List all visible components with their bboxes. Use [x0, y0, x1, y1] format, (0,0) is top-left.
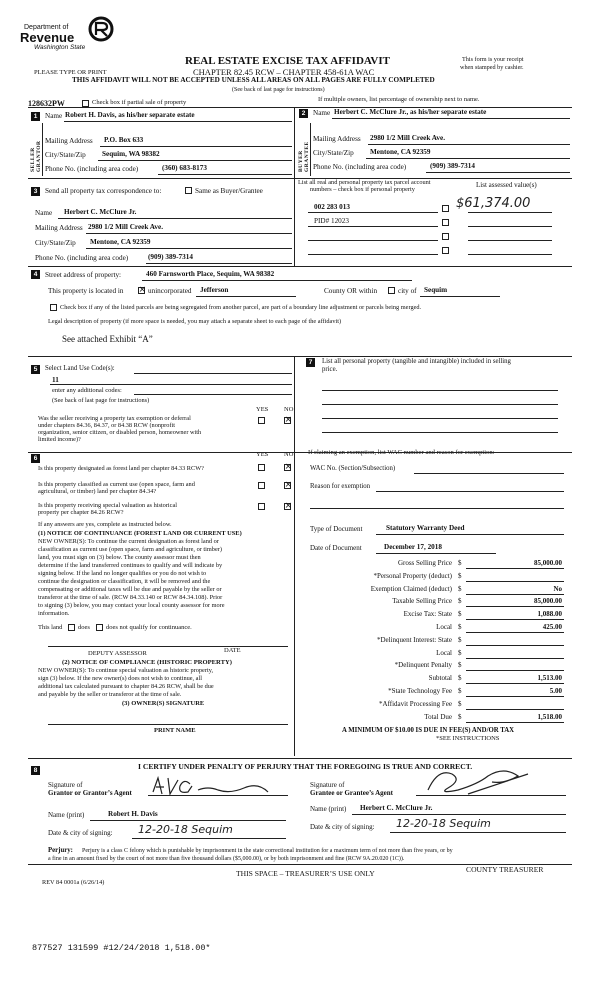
- calc-underline: [466, 722, 564, 723]
- seller-name-label: Name: [45, 112, 63, 120]
- receipt-note-2: when stamped by cashier.: [460, 64, 524, 71]
- calc-underline: [466, 619, 564, 620]
- notice1-line2: classification as current use (open space, farm and agriculture, or timber): [38, 546, 222, 553]
- buyer-name[interactable]: Herbert C. McClure Jr., as his/her separate estate: [334, 108, 487, 116]
- buyer-name-label: Name: [313, 109, 331, 117]
- deputy-date-label: DATE: [224, 647, 241, 654]
- buyer-city[interactable]: Mentone, CA 92359: [370, 148, 431, 156]
- parcels-heading: List all real and personal property tax parcel account: [298, 179, 431, 186]
- calc-value[interactable]: 1,518.00: [537, 712, 562, 721]
- does-label: does: [78, 624, 90, 631]
- form-chapter: CHAPTER 82.45 RCW – CHAPTER 458-61A WAC: [193, 67, 375, 77]
- minimum-note: A MINIMUM OF $10.00 IS DUE IN FEE(S) AND/OR TAX: [342, 727, 515, 734]
- calc-dollar-sign: $: [458, 623, 462, 631]
- buyer-phone-label: Phone No. (including area code): [313, 163, 407, 171]
- calc-label: Total Due: [424, 712, 452, 721]
- parcel-account-1[interactable]: 002 283 013: [314, 203, 350, 211]
- calc-dollar-sign: $: [458, 559, 462, 567]
- logo-state: Washington State: [34, 44, 86, 51]
- buyer-phone[interactable]: (909) 389-7314: [430, 162, 475, 170]
- correspondence-heading: Send all property tax correspondence to:: [45, 187, 162, 195]
- seller-city-label: City/State/Zip: [45, 151, 86, 159]
- tax-calculation: [296, 558, 572, 742]
- calc-dollar-sign: $: [458, 610, 462, 619]
- forest-no-checkbox[interactable]: [284, 464, 291, 471]
- seller-phone-label: Phone No. (including area code): [45, 165, 139, 173]
- receipt-note: This form is your receipt: [462, 56, 524, 63]
- exemption-claim-label: If claiming an exemption, list WAC number and reason for exemption:: [308, 449, 495, 456]
- notice2-line4: and payable by the seller or transferor at the time of sale.: [38, 691, 182, 698]
- segregated-checkbox[interactable]: [50, 304, 57, 311]
- grantee-sig-label-2: Grantee or Grantee’s Agent: [310, 789, 394, 797]
- notice1-line9: to signing (3) below, you may contact your local county assessor for more: [38, 602, 225, 609]
- exemption-question-2: under chapters 84.36, 84.37, or 84.38 RCW (nonprofit: [38, 422, 175, 429]
- exemption-question: Was the seller receiving a property tax exemption or deferral: [38, 415, 191, 422]
- corr-name[interactable]: Herbert C. McClure Jr.: [64, 208, 137, 216]
- forest-section: [28, 452, 294, 744]
- logo-emblem-icon: [88, 16, 114, 42]
- land-use-label: Select Land Use Code(s):: [45, 365, 115, 372]
- calc-underline: [466, 606, 564, 607]
- seller-mailing-label: Mailing Address: [45, 137, 93, 145]
- yes-header-6: YES: [256, 451, 269, 458]
- calc-label: Gross Selling Price: [397, 559, 452, 567]
- perjury-label: Perjury:: [48, 847, 73, 854]
- doc-date[interactable]: December 17, 2018: [384, 543, 442, 551]
- print-name-label: PRINT NAME: [154, 727, 196, 734]
- parcels-heading-2: numbers – check box if personal property: [310, 186, 415, 193]
- calc-dollar-sign: $: [458, 571, 462, 580]
- calc-dollar-sign: $: [458, 635, 462, 644]
- doc-type-label: Type of Document: [310, 525, 363, 533]
- section-number-3: 3: [31, 187, 40, 196]
- calc-label: *Delinquent Interest: State: [376, 635, 452, 644]
- calc-underline: [466, 645, 564, 646]
- calc-underline: [466, 696, 564, 697]
- current-use-no-checkbox[interactable]: [284, 482, 291, 489]
- notice2-line2: sign (3) below. If the new owner(s) does not wish to continue, all: [38, 675, 202, 682]
- calc-underline: [466, 683, 564, 684]
- calc-label: *Delinquent Penalty: [394, 661, 452, 670]
- parcel-pid[interactable]: PID# 12023: [314, 217, 349, 225]
- exemption-question-4: limited income)?: [38, 436, 81, 443]
- logo-dept-line: Department of: [24, 24, 69, 31]
- property-street[interactable]: 460 Farnsworth Place, Sequim, WA 98382: [146, 270, 275, 278]
- assessed-heading: List assessed value(s): [476, 181, 537, 189]
- corr-city-label: City/State/Zip: [35, 239, 76, 247]
- section-number-6: 6: [31, 454, 40, 463]
- notice2-line3: additional tax calculated pursuant to chapter 84.26 RCW, shall be due: [38, 683, 214, 690]
- if-yes-note: If any answers are yes, complete as instructed below.: [38, 521, 172, 528]
- calc-dollar-sign: $: [458, 687, 462, 695]
- calc-underline: [466, 568, 564, 569]
- perjury-line2: a fine in an amount fixed by the court of not more than five thousand dollars ($5,000.00), or by both imprisonment and fine (RCW 9A.20.020 (1C)).: [48, 856, 405, 862]
- grantor-signature[interactable]: [148, 772, 288, 798]
- street-label: Street address of property:: [45, 271, 122, 279]
- notice1-line8: transferor at the time of sale. (RCW 84.33.140 or RCW 84.34.108). Prior: [38, 594, 223, 601]
- wac-label: WAC No. (Section/Subsection): [310, 465, 396, 472]
- parcel-3-personal-checkbox[interactable]: [442, 233, 449, 240]
- property-section: [28, 268, 572, 348]
- exemption-no-checkbox[interactable]: [284, 417, 291, 424]
- cashier-stamp: 877527 131599 #12/24/2018 1,518.00*: [32, 943, 211, 953]
- county-treasurer: COUNTY TREASURER: [466, 865, 544, 874]
- grantee-sig-label: Signature of: [310, 781, 345, 789]
- grantee-date[interactable]: 12-20-18 Sequim: [396, 817, 491, 830]
- calc-underline: [466, 594, 564, 595]
- section-number-8: 8: [31, 766, 40, 775]
- calc-value[interactable]: 85,000.00: [534, 597, 562, 606]
- personal-property-heading: List all personal property (tangible and intangible) included in selling: [322, 358, 511, 365]
- multiple-owners-note: If multiple owners, list percentage of ownership next to name.: [318, 96, 480, 103]
- county-name[interactable]: Jefferson: [200, 286, 229, 294]
- grantor-date-label: Date & city of signing:: [48, 829, 113, 837]
- calc-underline: [466, 581, 564, 582]
- corr-city[interactable]: Mentone, CA 92359: [90, 238, 151, 246]
- unincorporated-checkbox[interactable]: [138, 287, 145, 294]
- seller-section: [28, 108, 294, 178]
- does-not-label: does not qualify for continuance.: [106, 624, 192, 631]
- section-number-4: 4: [31, 270, 40, 279]
- same-as-buyer-label: Same as Buyer/Grantee: [195, 187, 263, 195]
- calc-value[interactable]: No: [553, 584, 562, 593]
- buyer-section: [296, 108, 572, 178]
- please-type: PLEASE TYPE OR PRINT: [34, 69, 107, 76]
- affidavit-number: 128632PW: [28, 99, 65, 108]
- seller-city[interactable]: Sequim, WA 98382: [102, 150, 160, 158]
- notice2-line1: NEW OWNER(S): To continue special valuation as historic property,: [38, 667, 214, 674]
- dor-logo: [20, 16, 120, 56]
- notice1-line5: signing below. If the land no longer qualifies or you do not wish to: [38, 570, 207, 577]
- historic-question: Is this property receiving special valuation as historical: [38, 502, 178, 509]
- calc-underline: [466, 709, 564, 710]
- legal-exhibit[interactable]: See attached Exhibit “A”: [62, 334, 153, 344]
- notice1-line7: compensating or additional taxes will be due and payable by the seller or: [38, 586, 222, 593]
- deputy-assessor-label: DEPUTY ASSESSOR: [88, 650, 147, 657]
- doc-date-label: Date of Document: [310, 544, 362, 552]
- grantor-name-label: Name (print): [48, 811, 85, 819]
- calc-underline: [466, 658, 564, 659]
- located-in-label: This property is located in: [48, 287, 124, 295]
- see-instructions-note: *SEE INSTRUCTIONS: [436, 735, 500, 742]
- section-number-5: 5: [31, 365, 40, 374]
- calc-dollar-sign: $: [458, 674, 462, 683]
- legal-desc-label: Legal description of property (if more space is needed, you may attach a separate sheet to each page of the affidavit): [48, 318, 342, 325]
- form-title: REAL ESTATE EXCISE TAX AFFIDAVIT: [185, 55, 390, 67]
- calc-label: Local: [436, 623, 452, 631]
- corr-mailing[interactable]: 2980 1/2 Mill Creek Ave.: [88, 223, 163, 231]
- calc-label: Excise Tax: State: [403, 610, 452, 619]
- exemption-yes-checkbox[interactable]: [258, 417, 265, 424]
- corr-name-label: Name: [35, 209, 53, 217]
- personal-property-heading-2: price.: [322, 366, 338, 373]
- buyer-mailing-label: Mailing Address: [313, 135, 361, 143]
- logo-revenue: Revenue: [20, 30, 75, 45]
- no-header-5: NO: [284, 406, 294, 413]
- perjury-line1: Perjury is a class C felony which is punishable by imprisonment in the state correctional institution for a maximum term of not more than five years, or by: [82, 848, 453, 854]
- notice1-line6: continue the designation or classification, it will be removed and the: [38, 578, 211, 585]
- buyer-mailing[interactable]: 2980 1/2 Mill Creek Ave.: [370, 134, 445, 142]
- seller-mailing[interactable]: P.O. Box 633: [104, 136, 144, 144]
- correspondence-section: [28, 180, 294, 264]
- parcel-1-personal-checkbox[interactable]: [442, 205, 449, 212]
- calc-dollar-sign: $: [458, 648, 462, 657]
- reason-label: Reason for exemption: [310, 483, 371, 490]
- current-use-yes-checkbox[interactable]: [258, 482, 265, 489]
- section-number-7: 7: [306, 358, 315, 367]
- city-of-checkbox[interactable]: [388, 287, 395, 294]
- calc-underline: [466, 670, 564, 671]
- calc-label: Local: [436, 648, 452, 657]
- assessed-value-1[interactable]: $61,374.00: [456, 196, 531, 211]
- land-use-code[interactable]: 11: [52, 376, 59, 384]
- certification-section: [28, 760, 572, 880]
- corr-phone[interactable]: (909) 389-7314: [148, 253, 193, 261]
- grantee-signature[interactable]: [408, 764, 558, 798]
- parcel-4-personal-checkbox[interactable]: [442, 247, 449, 254]
- buyer-side-label: BUYER GRANTEE: [298, 141, 310, 172]
- grantor-sig-label-2: Grantor or Grantor’s Agent: [48, 789, 132, 797]
- historic-no-checkbox[interactable]: [284, 503, 291, 510]
- county-or-label: County OR within: [324, 287, 378, 295]
- calc-dollar-sign: $: [458, 661, 462, 670]
- calc-value[interactable]: 1,513.00: [537, 674, 562, 683]
- land-use-section: [28, 362, 294, 454]
- form-see-back: (See back of last page for instructions): [232, 87, 325, 93]
- calc-label: *Personal Property (deduct): [373, 571, 452, 580]
- historic-yes-checkbox[interactable]: [258, 503, 265, 510]
- calc-value[interactable]: 1,088.00: [537, 610, 562, 619]
- land-does-label: This land: [38, 624, 63, 631]
- calc-dollar-sign: $: [458, 699, 462, 708]
- exemption-question-3: organization, senior citizen, or disabled person, homeowner with: [38, 429, 202, 436]
- notice-continuance-title: (1) NOTICE OF CONTINUANCE (FOREST LAND OR CURRENT USE): [38, 530, 242, 537]
- section-number-2: 2: [299, 109, 308, 118]
- same-as-buyer-checkbox[interactable]: [185, 187, 192, 194]
- parcel-2-personal-checkbox[interactable]: [442, 219, 449, 226]
- calc-label: Subtotal: [428, 674, 452, 683]
- yes-header-5: YES: [256, 406, 269, 413]
- notice-compliance-title: (2) NOTICE OF COMPLIANCE (HISTORIC PROPERTY): [62, 659, 232, 666]
- calc-label: *Affidavit Processing Fee: [379, 699, 452, 708]
- buyer-city-label: City/State/Zip: [313, 149, 354, 157]
- historic-question-2: property per chapter 84.26 RCW?: [38, 509, 124, 516]
- form-revision: REV 84 0001a (6/26/14): [42, 879, 105, 886]
- section-number-1: 1: [31, 112, 40, 121]
- forest-question: Is this property designated as forest land per chapter 84.33 RCW?: [38, 465, 204, 472]
- seller-side-label: SELLER GRANTOR: [30, 140, 42, 172]
- seller-name[interactable]: Robert H. Davis, as his/her separate estate: [65, 111, 195, 119]
- grantee-date-label: Date & city of signing:: [310, 823, 375, 831]
- city-name[interactable]: Sequim: [424, 286, 448, 294]
- segregated-label: Check box if any of the listed parcels are being segregated from another parcel, are part of a boundary line adjustment or parcels being merged.: [60, 304, 422, 311]
- current-use-question-2: agricultural, or timber) land per chapter 84.34?: [38, 488, 157, 495]
- current-use-question: Is this property classified as current use (open space, farm and: [38, 481, 195, 488]
- doc-type[interactable]: Statutory Warranty Deed: [386, 524, 465, 532]
- calc-label: *State Technology Fee: [388, 687, 452, 695]
- partial-sale-checkbox[interactable]: [82, 100, 89, 107]
- calc-label: Taxable Selling Price: [392, 597, 452, 606]
- grantor-print-name[interactable]: Robert H. Davis: [108, 810, 158, 818]
- land-use-see-back: (See back of last page for instructions): [52, 397, 150, 404]
- form-warning: THIS AFFIDAVIT WILL NOT BE ACCEPTED UNLESS ALL AREAS ON ALL PAGES ARE FULLY COMPLETED: [72, 76, 435, 84]
- notice1-line3: land, you must sign on (3) below. The county assessor must then: [38, 554, 201, 561]
- grantor-date[interactable]: 12-20-18 Sequim: [138, 823, 233, 836]
- parcels-section: [296, 180, 572, 264]
- city-of-label: city of: [398, 287, 417, 295]
- additional-codes-label: enter any additional codes:: [52, 387, 122, 394]
- does-not-qualify-checkbox[interactable]: [96, 624, 103, 631]
- calc-value[interactable]: 5.00: [549, 687, 562, 695]
- corr-phone-label: Phone No. (including area code): [35, 254, 129, 262]
- partial-sale-label: Check box if partial sale of property: [92, 99, 187, 106]
- notice1-line10: information.: [38, 610, 70, 617]
- does-qualify-checkbox[interactable]: [68, 624, 75, 631]
- calc-label: Exemption Claimed (deduct): [370, 584, 452, 593]
- grantee-print-name[interactable]: Herbert C. McClure Jr.: [360, 804, 433, 812]
- calc-underline: [466, 632, 564, 633]
- calc-value[interactable]: 85,000.00: [534, 559, 562, 567]
- owner-signature-label: (3) OWNER(S) SIGNATURE: [122, 700, 205, 707]
- certify-statement: I CERTIFY UNDER PENALTY OF PERJURY THAT THE FOREGOING IS TRUE AND CORRECT.: [138, 762, 473, 771]
- calc-dollar-sign: $: [458, 584, 462, 593]
- treasurer-space: THIS SPACE – TREASURER’S USE ONLY: [236, 869, 375, 878]
- personal-property-section: [296, 354, 572, 554]
- forest-yes-checkbox[interactable]: [258, 464, 265, 471]
- calc-value[interactable]: 425.00: [542, 623, 562, 631]
- calc-dollar-sign: $: [458, 712, 462, 721]
- no-header-6: NO: [284, 451, 294, 458]
- corr-mailing-label: Mailing Address: [35, 224, 83, 232]
- notice1-line4: determine if the land transferred continues to qualify and will indicate by: [38, 562, 223, 569]
- unincorporated-label: unincorporated: [148, 287, 192, 295]
- seller-phone[interactable]: (360) 683-8173: [162, 164, 207, 172]
- grantee-name-label: Name (print): [310, 805, 347, 813]
- notice1-line1: NEW OWNER(S): To continue the current designation as forest land or: [38, 538, 219, 545]
- calc-dollar-sign: $: [458, 597, 462, 606]
- grantor-sig-label: Signature of: [48, 781, 83, 789]
